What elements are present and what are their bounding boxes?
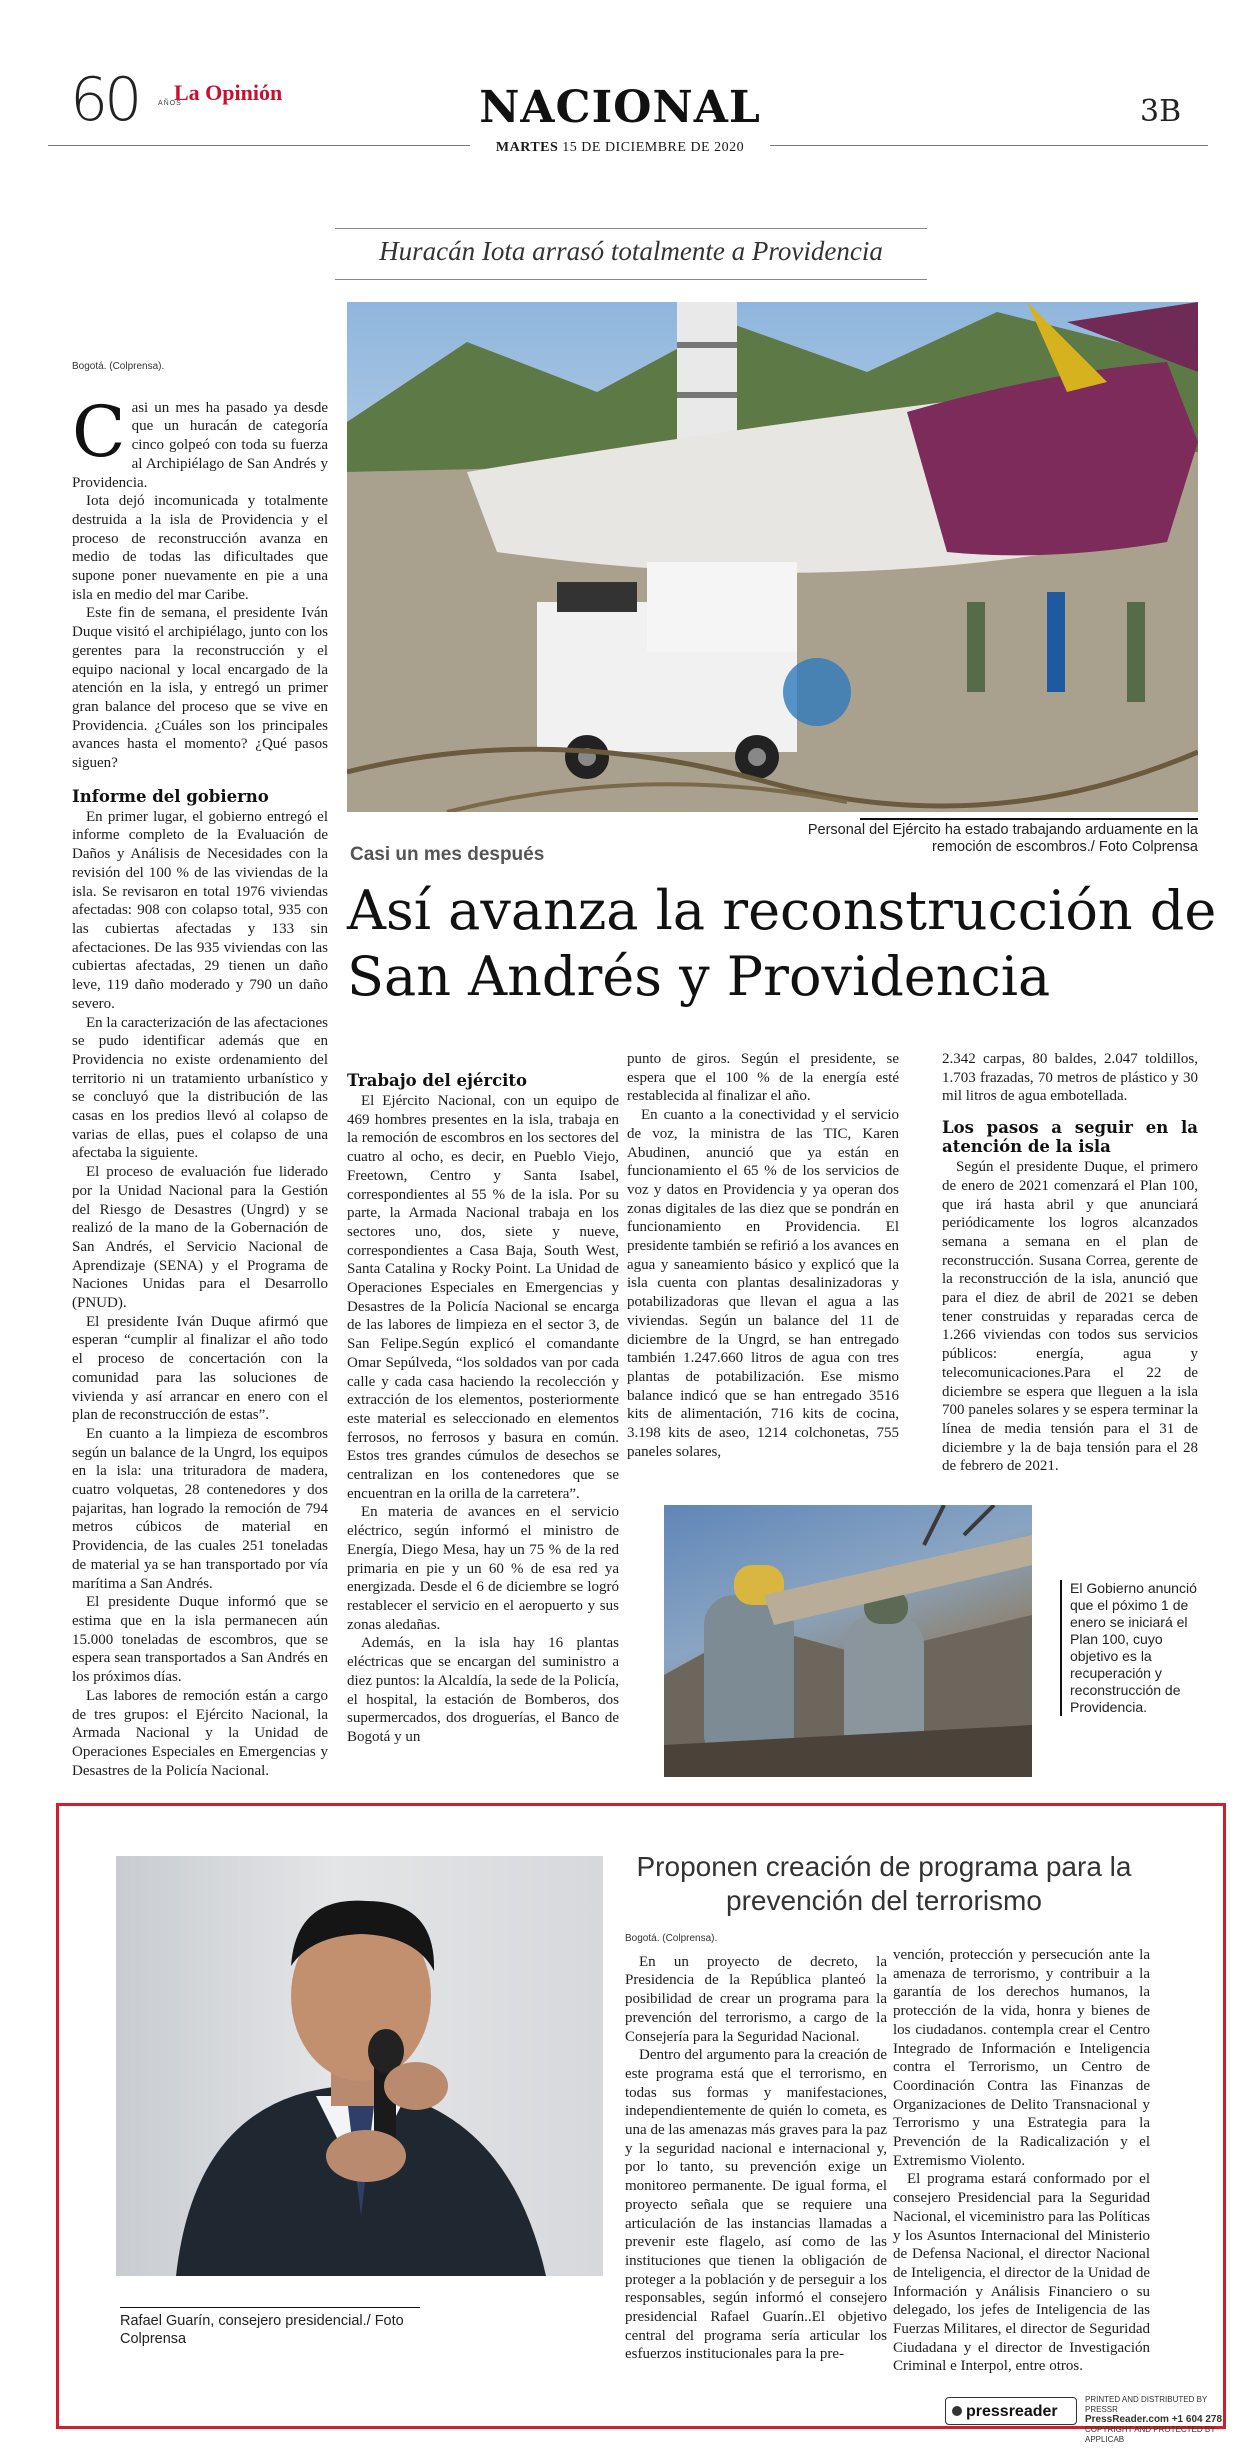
article-subhead: Trabajo del ejército bbox=[347, 1071, 528, 1090]
article-paragraph: En primer lugar, el gobierno entregó el informe completo de la Evaluación de Daños y Análisis de Necesidades con la revisión del 100 % de las viviendas de la isla. Se revisaron en total 1976 viviendas afectadas: 908 con colapso total, 935 con las cubiertas afectadas y 133 sin afectaciones. De las 935 viviendas con las cubiertas afectadas, 29 tienen un daño leve, 119 daño moderado y 790 un daño severo. bbox=[72, 808, 328, 1012]
article-paragraph: 2.342 carpas, 80 baldes, 2.047 toldillos, 1.703 frazadas, 70 metros de plástico y 30 mil litros de agua embotellada. bbox=[942, 1051, 1198, 1105]
logo-brand-name: La Opinión bbox=[174, 80, 283, 105]
issue-date bbox=[470, 140, 770, 156]
article-paragraph: El presidente Iván Duque afirmó que esperan “cumplir al finalizar el año todo el proceso de concertación con la comunidad para las soluciones de vivienda y así arrancar en enero con el plan de reconstrucción de estas”. bbox=[72, 1313, 328, 1424]
article-column-4 bbox=[942, 1050, 1198, 1476]
section-title: NACIONAL bbox=[479, 82, 761, 133]
boxed-article-title: Proponen creación de programa para la prevención del terrorismo bbox=[636, 1851, 1132, 1916]
article-paragraph: Además, en la isla hay 16 plantas eléctricas que se encargan del suministro a diez puntos: la Alcaldía, la sede de la Policía, el hospital, la estación de Bomberos, dos supermercados, dos droguerías, el Banco de Bogotá y un bbox=[347, 1635, 619, 1745]
article-dateline: Bogotá. (Colprensa). bbox=[72, 361, 165, 372]
pressreader-badge[interactable] bbox=[945, 2393, 1225, 2444]
article-paragraph: Las labores de remoción están a cargo de tres grupos: el Ejército Nacional, la Armada Nacional y la Unidad de Operaciones Especiales en Emergencias y Desastres de la Policía Nacional. bbox=[72, 1687, 328, 1779]
article-paragraph: El programa estará conformado por el consejero Presidencial para la Seguridad Nacional, el viceministro para las Políticas y los Asuntos Internacional del Ministerio de Defensa Nacional, el director Nacional de Inteligencia, el director de la Unidad de Información y Análisis Financiero o su delegado, los jefes de Inteligencia de las Fuerzas Militares, el director de Seguridad Ciudadana y el director de Investigación Criminal e Interpol, entre otros. bbox=[893, 2171, 1150, 2375]
boxed-article-dateline: Bogotá. (Colprensa). bbox=[625, 1933, 718, 1944]
article-paragraph: En cuanto a la limpieza de escombros según un balance de la Ungrd, los equipos en la isla: una trituradora de madera, cuatro volquetas, 28 contenedores y dos pajaritas, han logrado la remoción de 794 metros cúbicos de material en Providencia, de las cuales 251 toneladas de material ya se han transportado por vía marítima a San Andrés. bbox=[72, 1425, 328, 1592]
logo-anos-label: AÑOS bbox=[158, 100, 182, 107]
pressreader-line-3: COPYRIGHT AND PROTECTED BY APPLICAB bbox=[1085, 2425, 1216, 2444]
reconstruction-photo-caption: El Gobierno anunció que el póximo 1 de enero se iniciará el Plan 100, cuyo objetivo es la recuperación y reconstrucción de Providencia. bbox=[1060, 1580, 1200, 1716]
main-photo-caption: Personal del Ejército ha estado trabajando arduamente en la remoción de escombros./ Foto Colprensa bbox=[807, 822, 1198, 855]
article-column-1 bbox=[72, 358, 328, 1780]
article-paragraph: En cuanto a la conectividad y el servicio de voz, la ministra de las TIC, Karen Abudinen, anunció que ya están en funcionamiento el 65 % de los servicios de voz y datos en Providencia y ya operan dos zonas digitales de las diez que se pondrán en funcionamiento en Providencia. El presidente también se refirió a los avances en agua y saneamiento básico y explicó que la isla cuenta con plantas desalinizadoras y potabilizadoras que llevan el agua a las viviendas. Según un balance del 11 de diciembre de la Ungrd, se han entregado también 1.247.660 litros de agua con tres plantas de potabilización. Ese mismo balance indicó que se han entregado 3516 kits de alimentación, 716 kits de cocina, 3.198 kits de aseo, 1214 colchonetas, 755 paneles solares, bbox=[627, 1107, 899, 1460]
article-subhead: Los pasos a seguir en la atención de la isla bbox=[942, 1118, 1198, 1157]
pressreader-line-1: PRINTED AND DISTRIBUTED BY PRESSR bbox=[1085, 2395, 1208, 2414]
main-photo bbox=[347, 302, 1198, 812]
article-column-2 bbox=[347, 1065, 619, 1747]
boxed-article-column-2 bbox=[893, 1946, 1150, 2376]
main-photo-illustration bbox=[347, 302, 1198, 812]
rafael-guarin-photo-caption: Rafael Guarín, consejero presidencial./ Foto Colprensa bbox=[120, 2307, 420, 2348]
article-paragraph: Este fin de semana, el presidente Iván Duque visitó el archipiélago, junto con los gerentes para la reconstrucción y el equipo nacional y local encargado de la atención en la isla, y entregó un primer gran balance del proceso que se vive en Providencia. ¿Cuáles son los principales avances hasta el momento? ¿Qué pasos siguen? bbox=[72, 605, 328, 772]
article-paragraph: En materia de avances en el servicio eléctrico, según informó el ministro de Energía, Diego Mesa, hay un 75 % de la red primaria en pie y un 60 % de esa red ya energizada. Desde el 6 de diciembre se logró restablecer el servicio en el aeropuerto y sus zonas aledañas. bbox=[347, 1504, 619, 1633]
pressreader-info bbox=[1085, 2395, 1225, 2445]
pressreader-line-2: PressReader.com +1 604 278 bbox=[1085, 2414, 1223, 2425]
boxed-article-column-1 bbox=[625, 1930, 887, 2364]
article-lead-text: asi un mes ha pasado ya desde que un huracán de categoría cinco golpeó con toda su fuerza al Archipiélago de San Andrés y Providencia. bbox=[72, 399, 328, 491]
article-lead-paragraph bbox=[72, 390, 328, 493]
issue-date-day: MARTES bbox=[495, 140, 559, 155]
article-paragraph: Según el presidente Duque, el primero de enero de 2021 comenzará el Plan 100, que irá hasta abril y que anunciará periódicamente los logros alcanzados semana a semana en el plan de reconstrucción. Susana Correa, gerente de la reconstrucción de la isla, anunció que para el diez de abril de 2021 se deben tener construidas y reparadas cerca de 1.266 viviendas con todos sus servicios públicos: energía, agua y telecomunicaciones.Para el 22 de diciembre se espera que lleguen a la isla 700 paneles solares y se espera terminar la línea de media tensión para el 31 de diciembre y la de baja tensión para el 28 de febrero de 2021. bbox=[942, 1159, 1198, 1475]
main-headline: Así avanza la reconstrucción de San Andrés y Providencia bbox=[347, 879, 1217, 1008]
article-paragraph: El presidente Duque informó que se estima que en la isla permanecen aún 15.000 toneladas de escombros, que se espera sean transportados a San Andrés en los próximos días. bbox=[72, 1594, 328, 1686]
article-column-3 bbox=[627, 1050, 899, 1461]
drop-cap: C bbox=[72, 390, 126, 473]
rafael-guarin-photo bbox=[116, 1856, 603, 2276]
article-paragraph: El proceso de evaluación fue liderado por la Unidad Nacional para la Gestión del Riesgo de Desastres (Ungrd) y se realizó de la mano de la Gobernación de San Andrés, el Servicio Nacional de Aprendizaje (SENA) y el Programa de Naciones Unidas para el Desarrollo (PNUD). bbox=[72, 1164, 328, 1312]
portrait-illustration bbox=[116, 1856, 603, 2276]
article-paragraph: vención, protección y persecución ante la amenaza de terrorismo, y contribuir a la garantía de los derechos humanos, la protección de la vida, honra y bienes de los ciudadanos. contempla crear el Centro Integrado de Información e Inteligencia contra el Terrorismo, un Centro de Coordinación Contra las Finanzas de Organizaciones de Delito Transnacional y Terrorismo y una Estrategia para la Prevención de la Radicalización y el Extremismo Violento. bbox=[893, 1947, 1150, 2169]
reconstruction-photo-illustration bbox=[664, 1505, 1032, 1777]
article-paragraph: Dentro del argumento para la creación de este programa está que el terrorismo, en todas sus formas y manifestaciones, independientemente de quién lo cometa, es una de las amenazas más graves para la paz y la seguridad nacional e internacional y, por lo tanto, su prevención exige un monitoreo permanente. De igual forma, el proyecto señala que se requiere una articulación de las instancias llamadas a prevenir este flagelo, así como de las instituciones que tienen la obligación de proteger a la población y de perseguir a los responsables, según informó el consejero presidencial Rafael Guarín..El objetivo central del programa sería articular los esfuerzos institucionales para la pre- bbox=[625, 2047, 887, 2363]
article-paragraph: punto de giros. Según el presidente, se espera que el 100 % de la energía esté restablecida al finalizar el año. bbox=[627, 1051, 899, 1105]
main-photo-caption-rule bbox=[860, 818, 1198, 820]
pressreader-logo[interactable]: pressreader bbox=[945, 2397, 1077, 2425]
kicker-title: Huracán Iota arrasó totalmente a Providencia bbox=[379, 236, 883, 266]
article-paragraph: Iota dejó incomunicada y totalmente destruida a la isla de Providencia y el proceso de reconstrucción avanza en medio de todas las dificultades que supone poner nuevamente en pie a una isla en medio del mar Caribe. bbox=[72, 493, 328, 603]
article-paragraph: En la caracterización de las afectaciones se pudo identificar además que en Providencia no existe ordenamiento del territorio ni un tratamiento urbanístico y se concluyó que la distribución de las casas en los predios llevó al colapso de varias de ellas, pues el colapso de una afectaba la siguiente. bbox=[72, 1014, 328, 1162]
logo-anniversary-number: 60 bbox=[70, 65, 139, 135]
newspaper-logo bbox=[70, 65, 300, 138]
issue-date-rest: 15 DE DICIEMBRE DE 2020 bbox=[562, 140, 745, 155]
article-paragraph: El Ejército Nacional, con un equipo de 469 hombres presentes en la isla, trabaja en la remoción de escombros en los sectores del cuatro al ocho, es decir, en Pueblo Viejo, Freetown, Centro y Santa Isabel, correspondientes al 55 % de la isla. Por su parte, la Armada Nacional trabaja en los sectores uno, dos, siete y nueve, correspondientes a Casa Baja, South West, Santa Catalina y Rocky Point. La Unidad de Operaciones Especiales en Emergencias y Desastres de la Policía Nacional se encarga de las labores de limpieza en el sector 3, de San Felipe.Según explicó el comandante Omar Sepúlveda, “los soldados van por cada calle y cada casa haciendo la recolección y extracción de los elementos, posteriormente este material es seleccionado en elementos ferrosos, no ferrosos y basura en común. Estos tres grandes cúmulos de desechos se centralizan en los contenedores que se encuentran en la orilla de la carretera”. bbox=[347, 1093, 619, 1502]
reconstruction-photo bbox=[664, 1505, 1032, 1777]
article-subhead: Informe del gobierno bbox=[72, 786, 269, 806]
article-paragraph: En un proyecto de decreto, la Presidencia de la República planteó la posibilidad de crear un programa para la prevención del terrorismo, a cargo de la Consejería para la Seguridad Nacional. bbox=[625, 1953, 887, 2045]
headline-overline: Casi un mes después bbox=[350, 844, 545, 865]
page-number: 3B bbox=[1140, 94, 1182, 129]
